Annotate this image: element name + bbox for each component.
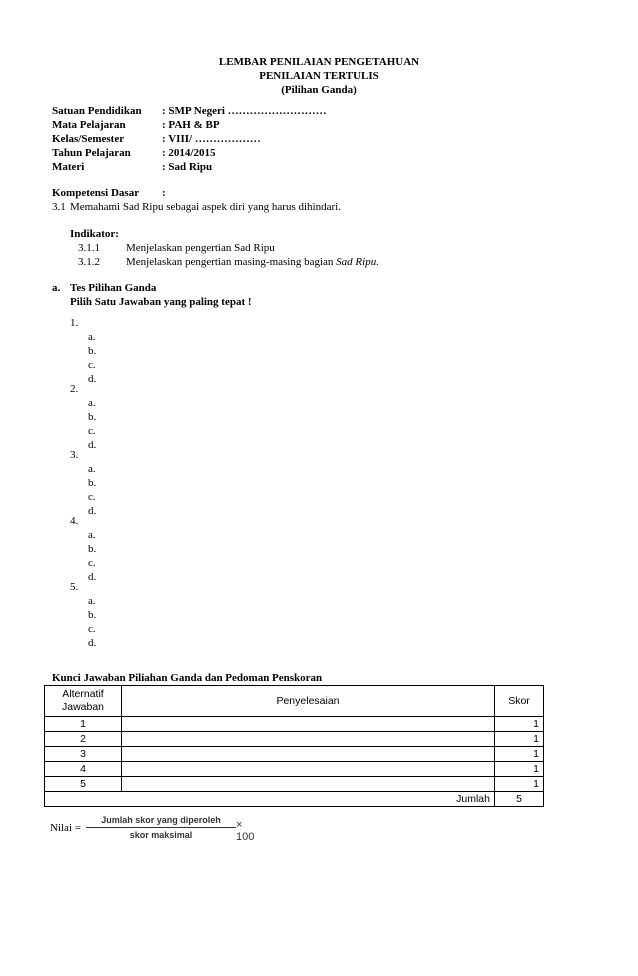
- cell-total-value: 5: [495, 792, 544, 807]
- option-label: a.: [88, 595, 96, 607]
- question-number: 1.: [70, 317, 79, 329]
- table-header-row: [45, 686, 544, 717]
- nilai-numerator: Jumlah skor yang diperoleh: [86, 814, 236, 828]
- cell-penyelesaian: [122, 762, 495, 777]
- cell-penyelesaian: [122, 777, 495, 792]
- option-label: b.: [88, 345, 97, 357]
- kd-number: 3.1: [52, 201, 66, 213]
- identity-label: Mata Pelajaran: [52, 119, 126, 131]
- cell-skor: 1: [495, 717, 544, 732]
- cell-skor: 1: [495, 747, 544, 762]
- option-label: c.: [88, 557, 96, 569]
- answer-key-title: Kunci Jawaban Piliahan Ganda dan Pedoman Penskoran: [52, 672, 323, 684]
- option-label: b.: [88, 411, 97, 423]
- header-penyelesaian: Penyelesaian: [122, 686, 495, 717]
- option-label: a.: [88, 463, 96, 475]
- table-row: [45, 747, 544, 762]
- option-label: c.: [88, 623, 96, 635]
- header-skor: Skor: [495, 686, 544, 717]
- question-number: 5.: [70, 581, 79, 593]
- option-label: c.: [88, 425, 96, 437]
- identity-value: : 2014/2015: [162, 147, 216, 159]
- cell-total-label: Jumlah: [122, 792, 495, 807]
- kd-text: Memahami Sad Ripu sebagai aspek diri yang harus dihindari.: [70, 201, 341, 213]
- option-label: d.: [88, 439, 97, 451]
- option-label: b.: [88, 609, 97, 621]
- cell-penyelesaian: [122, 747, 495, 762]
- doc-subtitle: PENILAIAN TERTULIS: [259, 70, 379, 82]
- identity-value: : SMP Negeri ………………………: [162, 105, 327, 117]
- section-title: Tes Pilihan Ganda: [70, 282, 157, 294]
- indikator-label: Indikator:: [70, 228, 119, 240]
- answer-key-table: [44, 685, 544, 807]
- question-number: 2.: [70, 383, 79, 395]
- identity-label: Satuan Pendidikan: [52, 105, 142, 117]
- option-label: a.: [88, 529, 96, 541]
- cell-skor: 1: [495, 762, 544, 777]
- option-label: a.: [88, 331, 96, 343]
- cell-alternatif: 3: [45, 747, 122, 762]
- cell-alternatif: 4: [45, 762, 122, 777]
- doc-title: LEMBAR PENILAIAN PENGETAHUAN: [218, 56, 420, 68]
- identity-value: : Sad Ripu: [162, 161, 213, 173]
- kompetensi-label: Kompetensi Dasar: [52, 187, 140, 199]
- table-row: [45, 777, 544, 792]
- option-label: a.: [88, 397, 96, 409]
- table-total-row: [45, 792, 544, 807]
- option-label: b.: [88, 477, 97, 489]
- nilai-multiplier: × 100: [236, 819, 255, 843]
- cell-alternatif: 2: [45, 732, 122, 747]
- nilai-denominator: skor maksimal: [129, 830, 193, 840]
- option-label: d.: [88, 571, 97, 583]
- question-number: 4.: [70, 515, 79, 527]
- identity-label: Materi: [52, 161, 85, 173]
- cell-total-empty: [45, 792, 122, 807]
- kompetensi-colon: :: [162, 187, 166, 199]
- cell-alternatif: 1: [45, 717, 122, 732]
- identity-label: Kelas/Semester: [52, 133, 125, 145]
- nilai-fraction: [86, 814, 236, 841]
- indikator-num: 3.1.1: [78, 242, 100, 254]
- option-label: b.: [88, 543, 97, 555]
- table-row: [45, 762, 544, 777]
- table-row: [45, 717, 544, 732]
- doc-type: (Pilihan Ganda): [281, 84, 357, 96]
- option-label: c.: [88, 359, 96, 371]
- cell-penyelesaian: [122, 717, 495, 732]
- option-label: c.: [88, 491, 96, 503]
- cell-skor: 1: [495, 732, 544, 747]
- section-marker: a.: [52, 282, 61, 294]
- header-alternatif: [45, 686, 122, 717]
- cell-penyelesaian: [122, 732, 495, 747]
- question-number: 3.: [70, 449, 79, 461]
- nilai-label: Nilai =: [50, 822, 81, 834]
- indikator-num: 3.1.2: [78, 256, 100, 268]
- option-label: d.: [88, 505, 97, 517]
- section-instruction: Pilih Satu Jawaban yang paling tepat !: [70, 296, 252, 308]
- cell-skor: 1: [495, 777, 544, 792]
- option-label: d.: [88, 637, 97, 649]
- indikator-text: Menjelaskan pengertian Sad Ripu: [126, 242, 275, 254]
- identity-value: : VIII/ ………………: [162, 133, 261, 145]
- option-label: d.: [88, 373, 97, 385]
- header-alt-line2: Jawaban: [61, 701, 105, 713]
- cell-alternatif: 5: [45, 777, 122, 792]
- header-alt-line1: Alternatif: [62, 688, 104, 700]
- indikator-text: Menjelaskan pengertian masing-masing bagian Sad Ripu.: [126, 256, 379, 268]
- identity-value: : PAH & BP: [162, 119, 220, 131]
- identity-label: Tahun Pelajaran: [52, 147, 131, 159]
- table-row: [45, 732, 544, 747]
